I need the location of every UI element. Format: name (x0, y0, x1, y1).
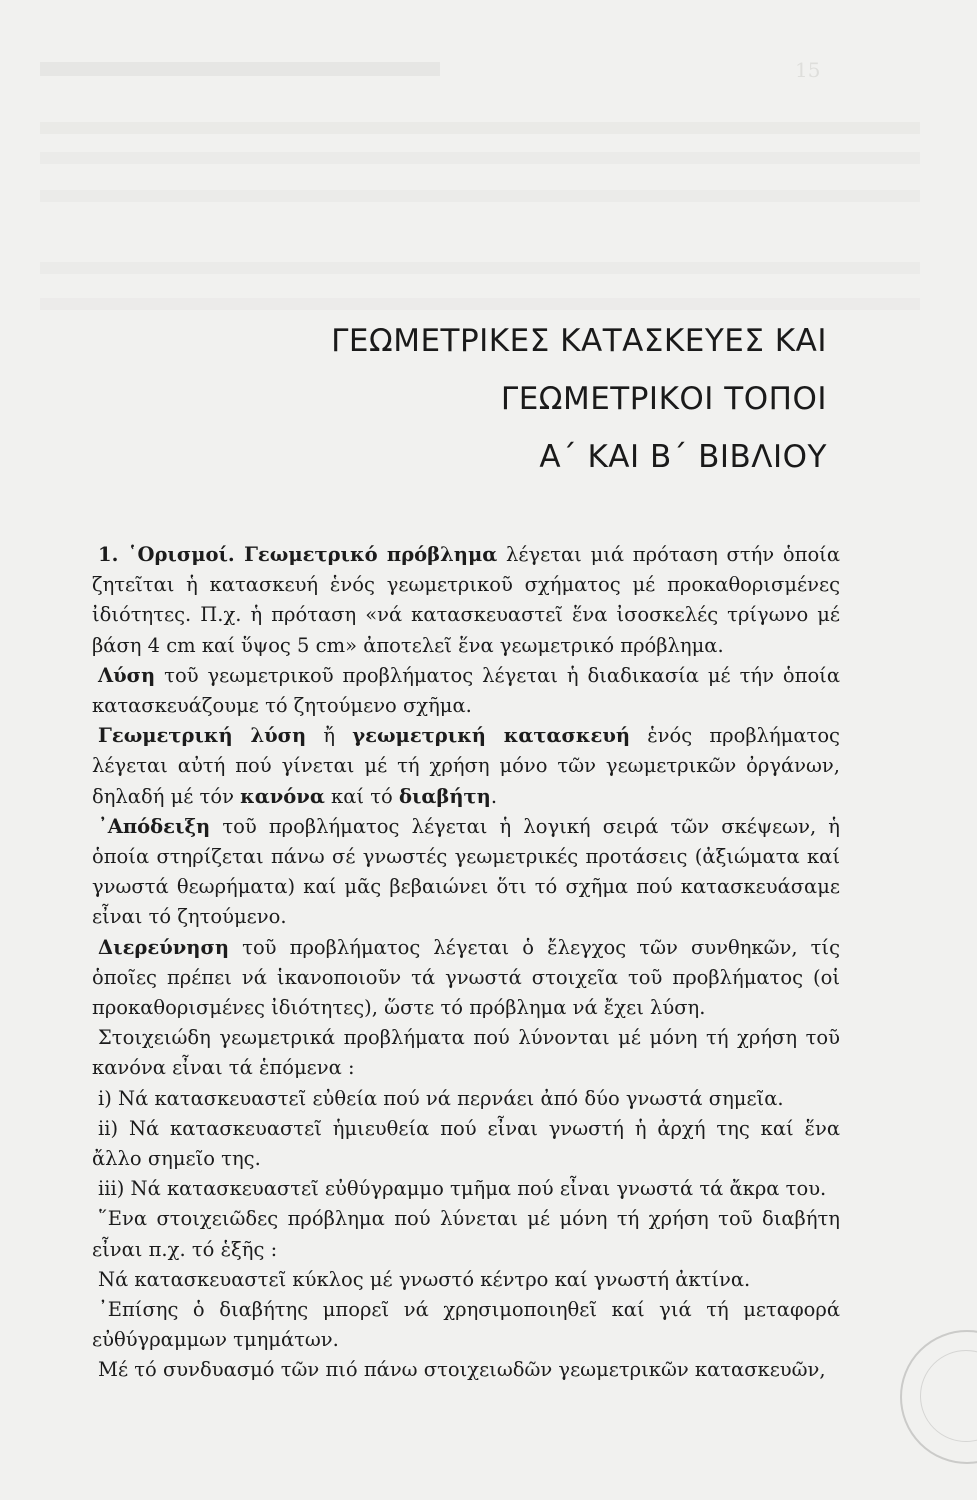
term-discussion: Διερεύνηση (98, 935, 230, 959)
chapter-title-line-3: Α΄ ΚΑΙ Β΄ ΒΙΒΛΙΟΥ (539, 439, 827, 475)
bleed-through-line (40, 62, 440, 76)
chapter-title-line-1: ΓΕΩΜΕΤΡΙΚΕΣ ΚΑΤΑΣΚΕΥΕΣ ΚΑΙ (331, 323, 827, 359)
chapter-body (92, 540, 840, 1386)
list-item: ii) Νά κατασκευαστεῖ ἡμιευθεία πού εἶναι γνωστή ἡ ἀρχή της καί ἕνα ἄλλο σημεῖο της. (92, 1116, 840, 1171)
list-item: iii) Νά κατασκευαστεῖ εὐθύγραμμο τμῆμα πού εἶναι γνωστά τά ἄκρα του. (98, 1177, 827, 1201)
paragraph-text: . (490, 784, 498, 808)
paragraph-compass-transfer: ᾿Επίσης ὁ διαβήτης μπορεῖ νά χρησιμοποιηθεῖ καί γιά τή μεταφορά εὐθύγραμμων τμημάτων. (92, 1298, 840, 1352)
term-proof: ᾿Απόδειξη (98, 814, 211, 838)
paragraph-text: καί τό (324, 784, 399, 808)
term-geometric-construction: γεωμετρική κατασκευή (352, 724, 631, 748)
paragraph-geometric-solution (92, 721, 840, 812)
chapter-title (331, 312, 827, 486)
paragraph-solution (92, 661, 840, 721)
library-stamp (900, 1330, 977, 1464)
paragraph-circle-construction: Νά κατασκευαστεῖ κύκλος μέ γνωστό κέντρο καί γνωστή ἀκτίνα. (98, 1267, 751, 1291)
bleed-through-line (40, 152, 920, 164)
paragraph-text: ἑνός προβλήματος λέγεται αὐτή πού γίνεται μέ τή χρήση μόνο τῶν γεωμετρικῶν ὀργάνων, δηλαδή μέ τόν (92, 724, 840, 808)
term-solution: Λύση (98, 663, 156, 687)
section-number: 1. (98, 543, 128, 566)
section-heading: ῾Ορισμοί. (127, 543, 235, 566)
paragraph-discussion (92, 933, 840, 1024)
term-compass: διαβήτη (398, 784, 491, 808)
term-ruler: κανόνα (240, 784, 325, 808)
term-geometric-solution: Γεωμετρική λύση (98, 724, 307, 748)
paragraph-ruler-problems: Στοιχειώδη γεωμετρικά προβλήματα πού λύνονται μέ μόνη τή χρήση τοῦ κανόνα εἶναι τά ἑπόμενα : (92, 1026, 840, 1080)
bleed-through-line (40, 122, 920, 134)
paragraph-compass-problem: ῞Ενα στοιχειῶδες πρόβλημα πού λύνεται μέ μόνη τή χρήση τοῦ διαβήτη εἶναι π.χ. τό ἑξῆς : (92, 1207, 840, 1261)
paragraph-combination: Μέ τό συνδυασμό τῶν πιό πάνω στοιχειωδῶν γεωμετρικῶν κατασκευῶν, (98, 1358, 826, 1382)
bleed-through-line (40, 190, 920, 202)
bleed-through-line (40, 298, 920, 310)
paragraph-text: τοῦ προβλήματος λέγεται ὁ ἔλεγχος τῶν συνθηκῶν, τίς ὁποῖες πρέπει νά ἱκανοποιοῦν τά γνωστά στοιχεῖα τοῦ προβλήματος (οἱ προκαθορισμένες ἰδιότητες), ὥστε τό πρόβλημα νά ἔχει λύση. (92, 935, 840, 1020)
term-geometric-problem: Γεωμετρικό πρόβλημα (234, 543, 498, 566)
bleed-through-line (40, 262, 920, 274)
paragraph-text: ἤ (306, 724, 353, 748)
bleed-through-page-number: 15 (795, 58, 821, 82)
library-stamp-inner-ring (920, 1350, 977, 1442)
paragraph-proof (92, 812, 840, 933)
chapter-title-line-2: ΓΕΩΜΕΤΡΙΚΟΙ ΤΟΠΟΙ (500, 381, 827, 417)
paragraph-text: τοῦ γεωμετρικοῦ προβλήματος λέγεται ἡ διαδικασία μέ τήν ὁποία κατασκευάζουμε τό ζητούμενο σχῆμα. (92, 663, 840, 718)
list-item: i) Νά κατασκευαστεῖ εὐθεία πού νά περνάει ἀπό δύο γνωστά σημεῖα. (98, 1086, 784, 1110)
paragraph-text: λέγεται μιά πρόταση στήν ὁποία ζητεῖται ἡ κατασκευή ἑνός γεωμετρικοῦ σχήματος μέ προκαθορισμένες ἰδιότητες. Π.χ. ἡ πρόταση «νά κατασκευαστεῖ ἕνα ἰσοσκελές τρίγωνο μέ βάση 4 cm καί ὕψος 5 cm» ἀποτελεῖ ἕνα γεωμετρικό πρόβλημα. (92, 543, 840, 657)
paragraph-text: τοῦ προβλήματος λέγεται ἡ λογική σειρά τῶν σκέψεων, ἡ ὁποία στηρίζεται πάνω σέ γνωστές γεωμετρικές προτάσεις (ἀξιώματα καί γνωστά θεωρήματα) καί μᾶς βεβαιώνει ὅτι τό σχῆμα πού κατασκευάσαμε εἶναι τό ζητούμενο. (92, 814, 840, 929)
paragraph-definitions (92, 540, 840, 661)
